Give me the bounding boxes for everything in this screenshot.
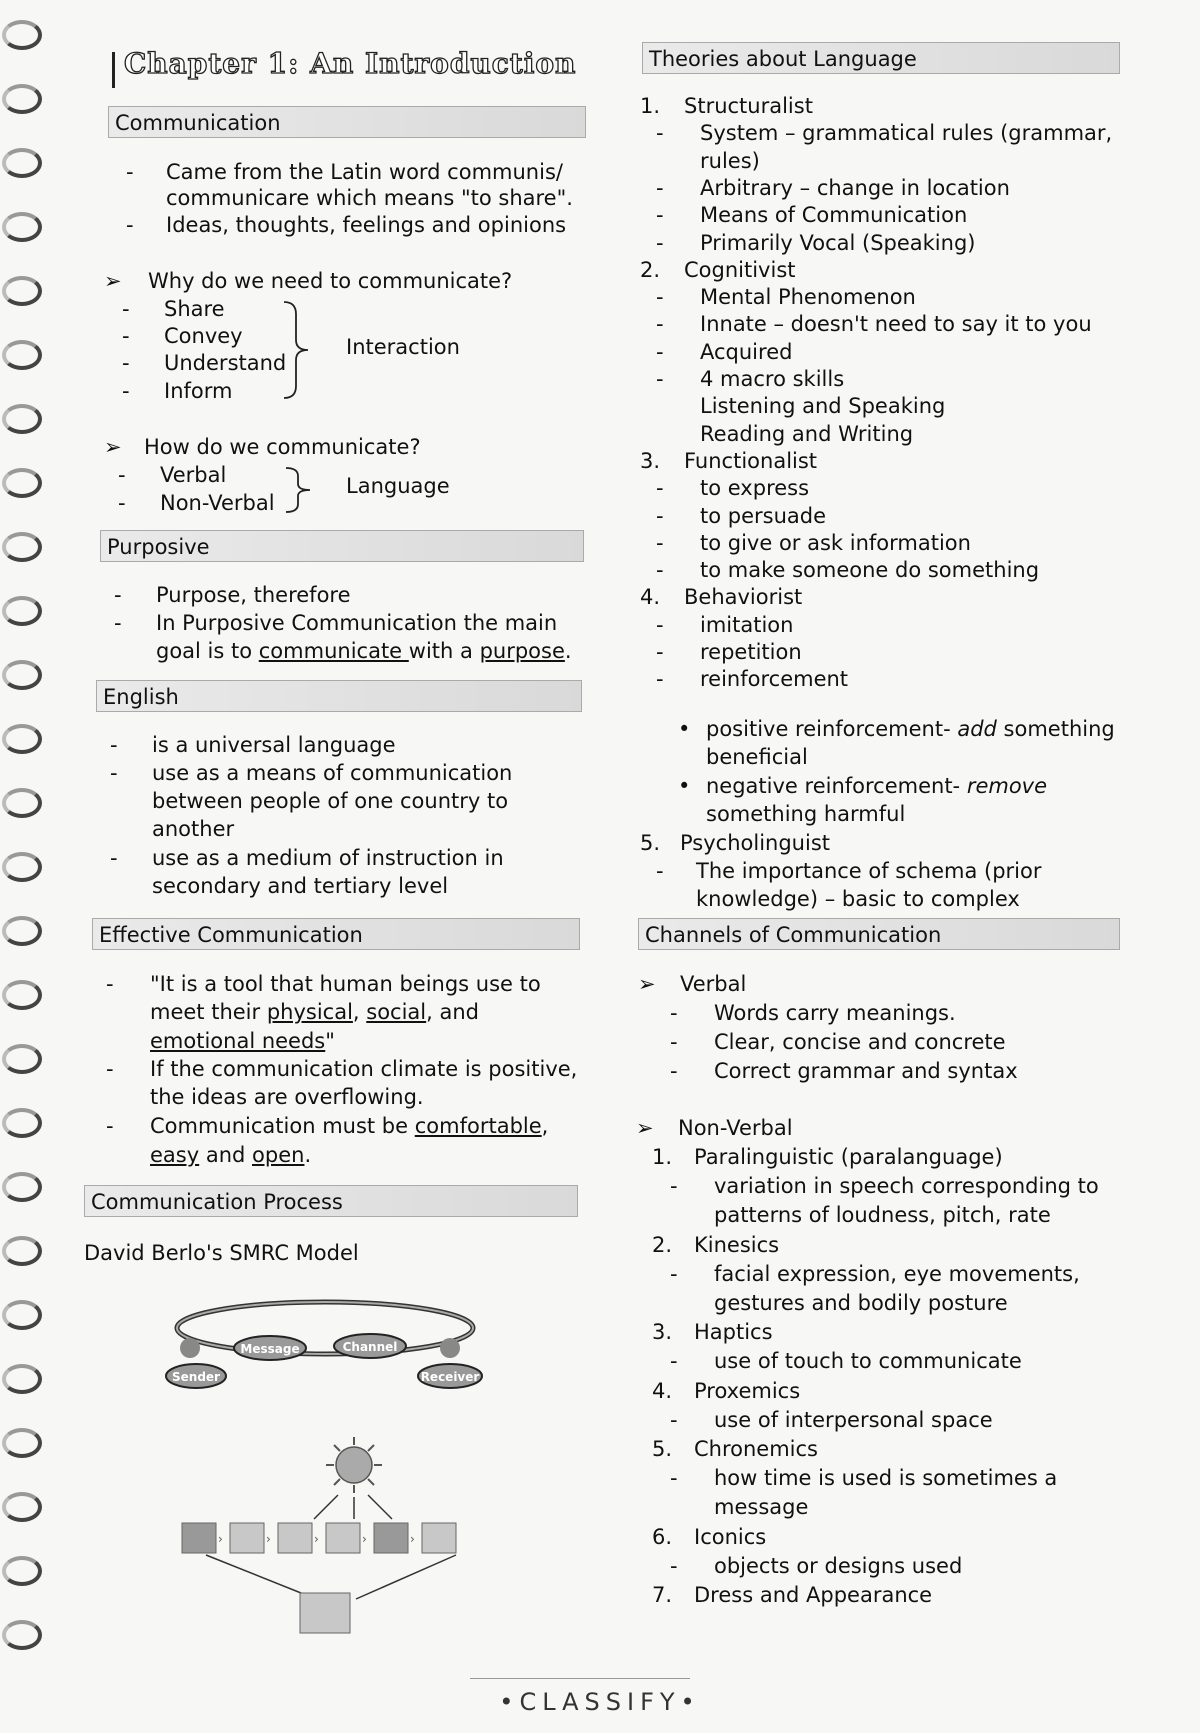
dash: - xyxy=(656,667,664,692)
nonverbal-title: Chronemics xyxy=(694,1437,819,1461)
english-line: between people of one country to xyxy=(152,789,509,813)
dash: - xyxy=(126,213,134,237)
dash: - xyxy=(670,1174,678,1199)
spiral-ring xyxy=(2,1236,42,1266)
theory-item: to give or ask information xyxy=(700,530,971,555)
message-label: Message xyxy=(240,1342,300,1356)
dash: - xyxy=(110,846,118,870)
theory-title: Cognitivist xyxy=(684,257,796,282)
right-brace-icon xyxy=(282,300,322,400)
comm-line-1: Came from the Latin word communis/ xyxy=(166,160,563,184)
dash: - xyxy=(106,1114,114,1138)
process-flow-diagram xyxy=(176,1435,486,1635)
spiral-ring xyxy=(2,1620,42,1650)
theory-item: Mental Phenomenon xyxy=(700,285,916,310)
list-number: 3. xyxy=(640,448,661,473)
spiral-ring xyxy=(2,468,42,498)
text: , and xyxy=(426,1000,479,1024)
spiral-ring xyxy=(2,1492,42,1522)
nonverbal-title: Kinesics xyxy=(694,1232,780,1257)
dash: - xyxy=(670,1261,678,1286)
text: , xyxy=(541,1114,549,1138)
list-number: 4. xyxy=(652,1378,673,1403)
theory-title: Behaviorist xyxy=(684,585,803,610)
list-number: 6. xyxy=(652,1524,673,1549)
purposive-line-1: Purpose, therefore xyxy=(156,583,351,607)
text: goal is to xyxy=(156,639,259,663)
theory-item: rules) xyxy=(700,148,760,173)
theory-item: Innate – doesn't need to say it to you xyxy=(700,312,1092,337)
text: , xyxy=(352,1000,367,1024)
why-item: Inform xyxy=(164,379,233,403)
nonverbal-item: facial expression, eye movements, xyxy=(714,1261,1080,1286)
footer-text: CLASSIFY xyxy=(519,1688,681,1716)
spiral-ring xyxy=(2,276,42,306)
list-number: 7. xyxy=(652,1583,673,1607)
spiral-ring xyxy=(2,980,42,1010)
dash: - xyxy=(656,285,664,310)
effective-line: "It is a tool that human beings use to xyxy=(150,972,541,996)
theory-item: to make someone do something xyxy=(700,558,1040,583)
theory-item: 4 macro skills xyxy=(700,367,845,391)
list-number: 5. xyxy=(652,1437,673,1461)
effective-line xyxy=(150,998,479,1026)
spiral-ring xyxy=(2,660,42,690)
dash: - xyxy=(656,121,664,146)
dash: - xyxy=(656,203,664,228)
communication-heading: Communication xyxy=(108,106,586,138)
list-number: 2. xyxy=(640,257,661,282)
positive-reinforcement-line-2: beneficial xyxy=(706,745,808,769)
footer-rule xyxy=(470,1678,690,1679)
list-number: 2. xyxy=(652,1232,673,1257)
dash: - xyxy=(670,1553,678,1578)
arrow-bullet: ➢ xyxy=(636,1116,654,1140)
nonverbal-item: variation in speech corresponding to xyxy=(714,1174,1099,1199)
spiral-ring xyxy=(2,852,42,882)
spiral-ring xyxy=(2,1556,42,1586)
theories-heading: Theories about Language xyxy=(642,42,1120,74)
why-question: Why do we need to communicate? xyxy=(148,269,513,293)
dash: - xyxy=(656,530,664,555)
theory-psycholinguist: Psycholinguist xyxy=(680,831,830,855)
comm-line-3: Ideas, thoughts, feelings and opinions xyxy=(166,213,567,237)
dash: - xyxy=(122,351,130,375)
effective-line: If the communication climate is positive, xyxy=(150,1057,578,1081)
dash: - xyxy=(670,1349,678,1374)
effective-line: the ideas are overflowing. xyxy=(150,1085,424,1109)
nonverbal-item: how time is used is sometimes a xyxy=(714,1466,1058,1491)
sun-icon xyxy=(326,1437,382,1493)
spiral-ring xyxy=(2,148,42,178)
model-caption: David Berlo's SMRC Model xyxy=(84,1241,359,1265)
process-heading: Communication Process xyxy=(84,1185,578,1217)
dash: - xyxy=(656,476,664,501)
spiral-ring xyxy=(2,1108,42,1138)
text: Communication must be xyxy=(150,1114,415,1138)
nonverbal-title: Proxemics xyxy=(694,1378,801,1403)
list-number: 1. xyxy=(652,1145,673,1169)
verbal-heading: Verbal xyxy=(680,972,747,996)
text: something xyxy=(996,717,1115,741)
why-item: Understand xyxy=(164,351,287,375)
svg-text:›: › xyxy=(218,1532,223,1546)
dash: - xyxy=(656,175,664,200)
nonverbal-item: message xyxy=(714,1495,809,1520)
nonverbal-item: gestures and bodily posture xyxy=(714,1291,1008,1315)
right-brace-icon xyxy=(284,466,324,516)
nonverbal-title: Dress and Appearance xyxy=(694,1583,933,1607)
theory-item: Listening and Speaking xyxy=(700,394,946,419)
english-line: secondary and tertiary level xyxy=(152,874,449,898)
negative-reinforcement-line xyxy=(706,772,1047,800)
dash: - xyxy=(670,1407,678,1432)
underlined-text: communicate xyxy=(258,639,409,663)
nonverbal-item: patterns of loudness, pitch, rate xyxy=(714,1203,1051,1228)
chapter-title: Chapter 1: An Introduction xyxy=(124,47,577,80)
dash: - xyxy=(106,972,114,996)
dash: - xyxy=(670,1030,678,1054)
spiral-ring xyxy=(2,84,42,114)
english-line: is a universal language xyxy=(152,733,396,757)
effective-line xyxy=(150,1141,311,1169)
text: . xyxy=(564,639,572,663)
purposive-line-3 xyxy=(156,637,572,665)
why-item: Convey xyxy=(164,324,243,348)
english-heading: English xyxy=(96,680,582,712)
effective-heading: Effective Communication xyxy=(92,918,580,950)
theory-item: Arbitrary – change in location xyxy=(700,175,1010,200)
dash: - xyxy=(118,463,126,487)
effective-line xyxy=(150,1112,548,1140)
spiral-ring xyxy=(2,20,42,50)
channel-label: Channel xyxy=(342,1340,398,1354)
negative-reinforcement-line-2: something harmful xyxy=(706,802,906,826)
arrow-bullet: ➢ xyxy=(104,269,122,293)
purposive-heading: Purposive xyxy=(100,530,584,562)
comm-line-2: communicare which means "to share". xyxy=(166,186,573,210)
english-line: use as a medium of instruction in xyxy=(152,846,504,870)
text: meet their xyxy=(150,1000,267,1024)
theory-title: Functionalist xyxy=(684,448,818,473)
spiral-ring xyxy=(2,1428,42,1458)
title-bar-decoration xyxy=(112,52,115,88)
nonverbal-heading: Non-Verbal xyxy=(678,1116,793,1140)
sender-label: Sender xyxy=(172,1370,220,1384)
dash: - xyxy=(106,1057,114,1081)
nonverbal-title: Iconics xyxy=(694,1524,767,1549)
list-number: 3. xyxy=(652,1320,673,1345)
theory-item: Reading and Writing xyxy=(700,421,914,446)
text: positive reinforcement- xyxy=(706,717,958,741)
verbal-item: Correct grammar and syntax xyxy=(714,1059,1018,1083)
underlined-text: easy xyxy=(150,1143,200,1167)
effective-line xyxy=(150,1027,335,1055)
arrow-bullet: ➢ xyxy=(104,435,122,459)
theory-item: to persuade xyxy=(700,503,827,528)
spiral-ring xyxy=(2,212,42,242)
dash: - xyxy=(122,379,130,403)
english-line: use as a means of communication xyxy=(152,761,513,785)
spiral-ring xyxy=(2,724,42,754)
theory-title: Structuralist xyxy=(684,94,813,118)
nonverbal-title: Paralinguistic (paralanguage) xyxy=(694,1145,1003,1169)
dash: - xyxy=(670,1466,678,1491)
svg-text:›: › xyxy=(362,1532,367,1546)
dash: - xyxy=(656,230,664,255)
italic-text: remove xyxy=(966,774,1048,798)
language-label: Language xyxy=(346,474,450,498)
arrow-bullet: ➢ xyxy=(638,972,656,996)
svg-text:›: › xyxy=(410,1532,415,1546)
nonverbal-item: objects or designs used xyxy=(714,1553,963,1578)
theory-item: Means of Communication xyxy=(700,203,968,228)
list-number: 1. xyxy=(640,94,661,118)
list-number: 4. xyxy=(640,585,661,610)
dash: - xyxy=(122,297,130,321)
psycholinguist-line: The importance of schema (prior xyxy=(696,859,1042,883)
dash: - xyxy=(126,160,134,184)
spiral-ring xyxy=(2,1044,42,1074)
dash: - xyxy=(656,558,664,583)
how-question: How do we communicate? xyxy=(144,435,421,459)
how-item: Verbal xyxy=(160,463,227,487)
spiral-ring xyxy=(2,596,42,626)
svg-text:›: › xyxy=(314,1532,319,1546)
smrc-model-illustration xyxy=(160,1288,490,1398)
purposive-line-2: In Purposive Communication the main xyxy=(156,611,558,635)
nonverbal-item: use of touch to communicate xyxy=(714,1349,1022,1374)
spiral-ring xyxy=(2,1300,42,1330)
spiral-ring xyxy=(2,532,42,562)
svg-text:›: › xyxy=(266,1532,271,1546)
nonverbal-item: use of interpersonal space xyxy=(714,1407,993,1432)
verbal-item: Clear, concise and concrete xyxy=(714,1030,1006,1054)
dash: - xyxy=(110,761,118,785)
spiral-ring xyxy=(2,404,42,434)
how-item: Non-Verbal xyxy=(160,491,275,515)
dash: - xyxy=(114,583,122,607)
theory-item: repetition xyxy=(700,640,802,664)
nonverbal-title: Haptics xyxy=(694,1320,773,1345)
underlined-text: social xyxy=(366,1000,427,1024)
spiral-ring xyxy=(2,916,42,946)
spiral-binding xyxy=(0,20,48,1700)
dash: - xyxy=(656,503,664,528)
underlined-text: comfortable xyxy=(414,1114,542,1138)
spiral-ring xyxy=(2,340,42,370)
verbal-item: Words carry meanings. xyxy=(714,1001,956,1025)
dash: - xyxy=(656,640,664,664)
theory-item: reinforcement xyxy=(700,667,849,692)
psycholinguist-line: knowledge) – basic to complex xyxy=(696,887,1020,911)
bullet-dot: • xyxy=(678,774,691,798)
dash: - xyxy=(656,612,664,637)
receiver-label: Receiver xyxy=(420,1370,480,1384)
spiral-ring xyxy=(2,1172,42,1202)
theory-item: Acquired xyxy=(700,339,793,364)
theory-item: imitation xyxy=(700,612,794,637)
dash: - xyxy=(670,1001,678,1025)
dash: - xyxy=(656,312,664,337)
english-line: another xyxy=(152,817,235,841)
dash: - xyxy=(670,1059,678,1083)
spiral-ring xyxy=(2,1364,42,1394)
theory-item: Primarily Vocal (Speaking) xyxy=(700,230,976,255)
underlined-text: physical xyxy=(266,1000,353,1024)
dash: - xyxy=(656,339,664,364)
interaction-label: Interaction xyxy=(346,335,460,359)
positive-reinforcement-line xyxy=(706,715,1115,743)
channels-heading: Channels of Communication xyxy=(638,918,1120,950)
spiral-ring xyxy=(2,788,42,818)
footer-brand: •CLASSIFY• xyxy=(499,1688,701,1716)
text: negative reinforcement- xyxy=(706,774,967,798)
dash: - xyxy=(118,491,126,515)
dash: - xyxy=(656,367,664,391)
dash: - xyxy=(656,859,664,883)
text: and xyxy=(199,1143,253,1167)
text: with a xyxy=(408,639,480,663)
theory-item: System – grammatical rules (grammar, xyxy=(700,121,1113,146)
theory-item: to express xyxy=(700,476,810,501)
underlined-text: purpose xyxy=(479,639,565,663)
underlined-text: open xyxy=(252,1143,305,1167)
dash: - xyxy=(122,324,130,348)
dash: - xyxy=(110,733,118,757)
why-item: Share xyxy=(164,297,225,321)
underlined-text: emotional needs xyxy=(150,1029,326,1053)
dash: - xyxy=(114,611,122,635)
list-number: 5. xyxy=(640,831,661,855)
bullet-dot: • xyxy=(678,717,691,741)
text: . xyxy=(304,1143,312,1167)
text: " xyxy=(325,1029,335,1053)
italic-text: add xyxy=(957,717,997,741)
